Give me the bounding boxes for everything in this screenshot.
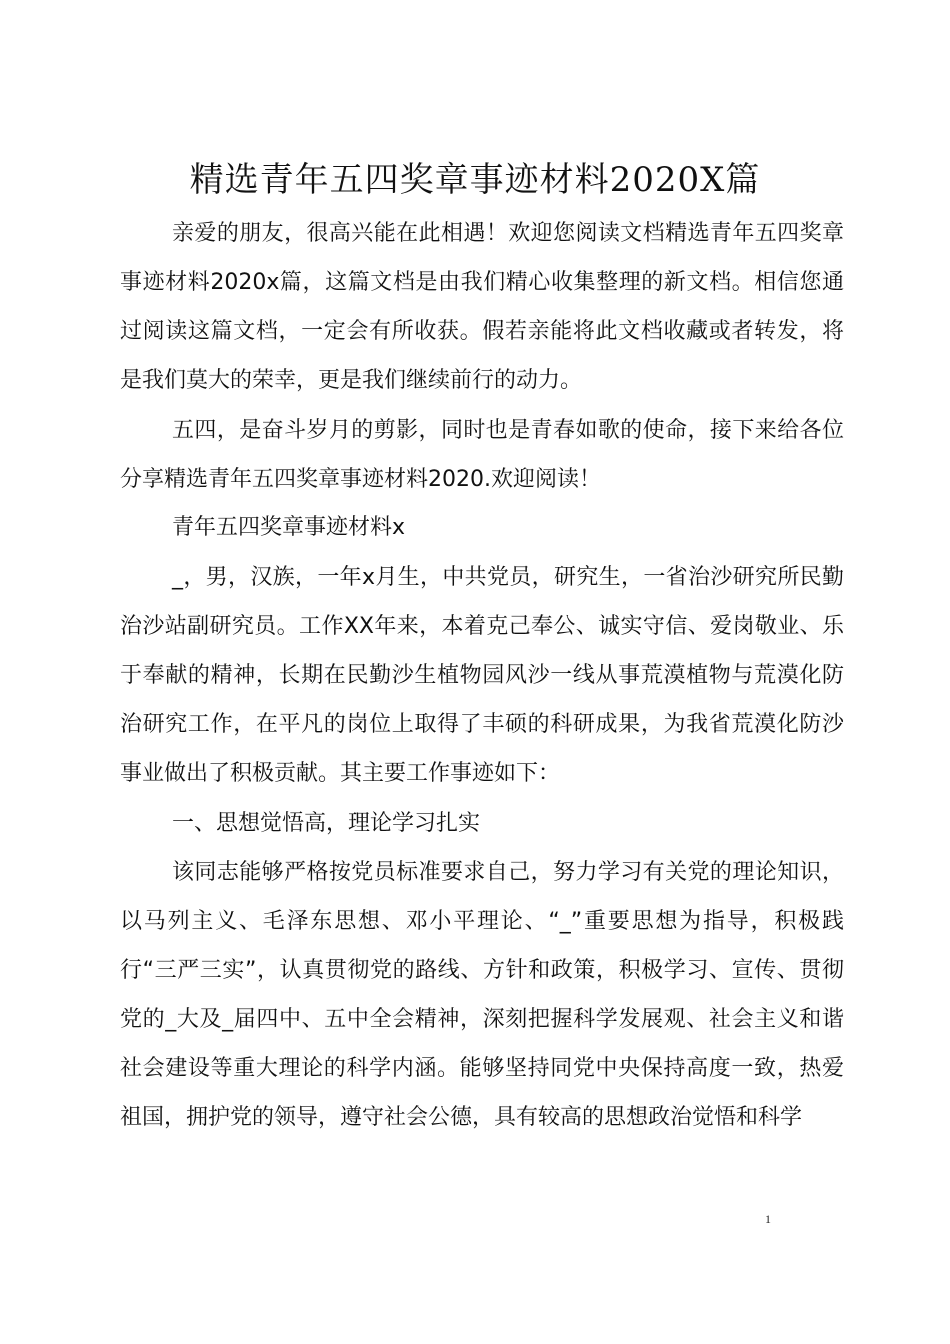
lead-paragraph: 五四，是奋斗岁月的剪影，同时也是青春如歌的使命，接下来给各位分享精选青年五四奖章事迹材料2020.欢迎阅读！ (120, 418, 844, 492)
page-number: 1 (765, 1212, 771, 1226)
document-title: 精选青年五四奖章事迹材料2020X篇 (189, 160, 761, 200)
section-body-paragraph: 该同志能够严格按党员标准要求自己，努力学习有关党的理论知识，以马列主义、毛泽东思想、邓小平理论、“_”重要思想为指导，积极践行“三严三实”，认真贯彻党的路线、方针和政策，积极学习、宣传、贯彻党的_大及_届四中、五中全会精神，深刻把握科学发展观、社会主义和谐社会建设等重大理论的科学内涵。能够坚持同党中央保持高度一致，热爱祖国，拥护党的领导，遵守社会公德，具有较高的思想政治觉悟和科学 (120, 860, 844, 1130)
intro-paragraph: 亲爱的朋友，很高兴能在此相遇！欢迎您阅读文档精选青年五四奖章事迹材料2020x篇，这篇文档是由我们精心收集整理的新文档。相信您通过阅读这篇文档，一定会有所收获。假若亲能将此文档收藏或者转发，将是我们莫大的荣幸，更是我们继续前行的动力。 (120, 221, 844, 393)
profile-paragraph: _，男，汉族，一年x月生，中共党员，研究生，一省治沙研究所民勤治沙站副研究员。工作XX年来，本着克己奉公、诚实守信、爱岗敬业、乐于奉献的精神，长期在民勤沙生植物园风沙一线从事荒漠植物与荒漠化防治研究工作，在平凡的岗位上取得了丰硕的科研成果，为我省荒漠化防沙事业做出了积极贡献。其主要工作事迹如下： (120, 565, 844, 786)
section-heading: 一、思想觉悟高，理论学习扎实 (172, 811, 481, 836)
material-subtitle: 青年五四奖章事迹材料x (172, 515, 406, 540)
